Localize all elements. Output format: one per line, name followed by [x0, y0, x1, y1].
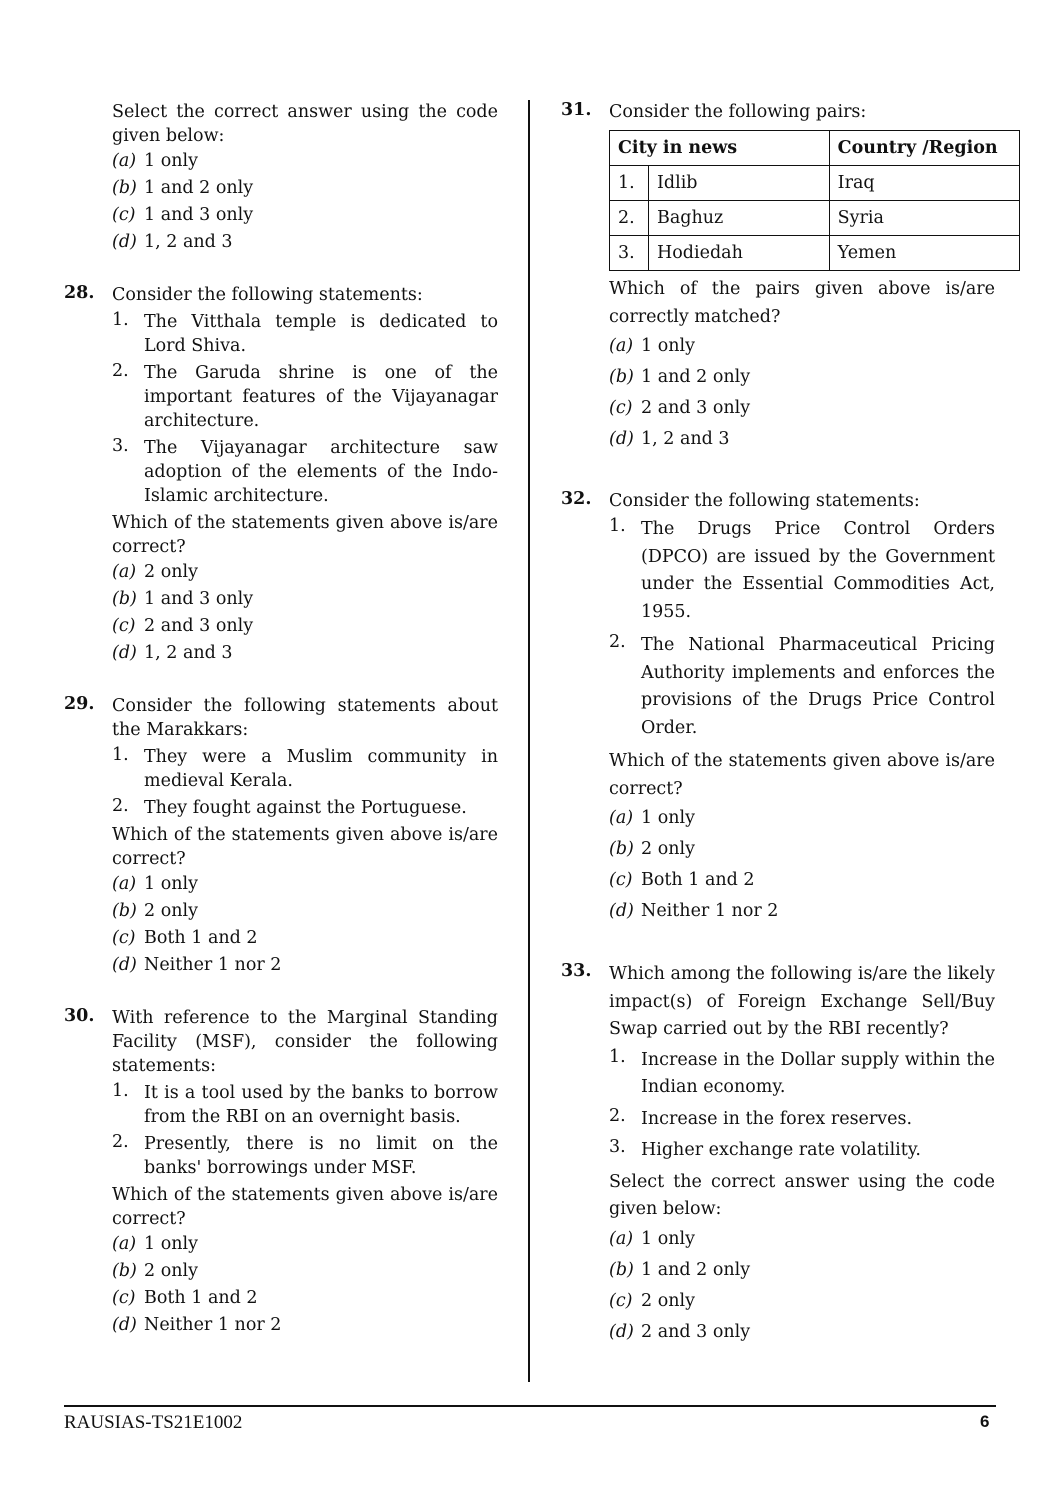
- question-number: 32.: [561, 489, 592, 509]
- question-number: 33.: [561, 961, 592, 981]
- option-c: (c) 2 and 3 only: [609, 398, 751, 418]
- option-d: (d) 1, 2 and 3: [112, 232, 233, 252]
- question-stem: Consider the following statements about the Marakkars:: [112, 696, 498, 740]
- question-ask: Which of the statements given above is/are correct?: [112, 825, 498, 869]
- statement-list: [609, 1047, 995, 1165]
- question-ask: Which of the pairs given above is/are correctly matched?: [609, 279, 995, 327]
- option-b: (b) 2 only: [112, 901, 198, 921]
- question-number: 31.: [561, 100, 592, 120]
- option-d: (d) Neither 1 nor 2: [112, 955, 282, 975]
- option-c: (c) 1 and 3 only: [112, 205, 254, 225]
- option-b: (b) 1 and 2 only: [112, 178, 254, 198]
- option-d: (d) 1, 2 and 3: [609, 429, 730, 449]
- option-d: (d) Neither 1 nor 2: [609, 901, 779, 921]
- option-list: [112, 559, 498, 667]
- option-b: (b) 1 and 3 only: [112, 589, 254, 609]
- instruction-text: Select the correct answer using the code given below:: [112, 102, 498, 146]
- question-stem: Consider the following statements:: [609, 491, 920, 511]
- table-header: Country /Region: [829, 131, 1019, 166]
- statement-list: [112, 745, 498, 820]
- table-header-row: [610, 131, 1020, 166]
- question-ask: Which of the statements given above is/are correct?: [112, 513, 498, 557]
- page-number: 6: [980, 1412, 990, 1431]
- option-d: (d) 2 and 3 only: [609, 1321, 751, 1342]
- question-stem: Which among the following is/are the likely impact(s) of Foreign Exchange Sell/Buy Swap carried out by the RBI recently?: [609, 964, 995, 1039]
- option-a: (a) 1 only: [112, 151, 198, 171]
- option-a: (a) 1 only: [609, 808, 695, 828]
- column-divider: [528, 100, 530, 1382]
- option-d: (d) 1, 2 and 3: [112, 643, 233, 663]
- option-d: (d) Neither 1 nor 2: [112, 1315, 282, 1335]
- option-list: [112, 871, 498, 979]
- option-a: (a) 1 only: [112, 1234, 198, 1254]
- question-30: [64, 1006, 498, 1339]
- question-ask: Which of the statements given above is/are correct?: [112, 1185, 498, 1229]
- statement-item: 2. The National Pharmaceutical Pricing Authority implements and enforces the provisions of the Drugs Price Control Order.: [609, 632, 995, 738]
- statement-list: [112, 310, 498, 508]
- statement-item: 1. It is a tool used by the banks to borrow from the RBI on an overnight basis.: [112, 1081, 498, 1127]
- question-28: [64, 283, 498, 667]
- option-a: (a) 1 only: [609, 1228, 695, 1249]
- option-b: (b) 2 only: [112, 1261, 198, 1281]
- statement-item: 2. Increase in the forex reserves.: [609, 1105, 913, 1129]
- option-c: (c) 2 and 3 only: [112, 616, 254, 636]
- pairs-table: [609, 130, 1020, 271]
- option-b: (b) 1 and 2 only: [609, 367, 751, 387]
- statement-item: 3. The Vijayanagar architecture saw adoption of the elements of the Indo-Islamic architecture.: [112, 436, 498, 506]
- question-ask: Select the correct answer using the code given below:: [609, 1171, 995, 1219]
- table-row: 1. Idlib Iraq: [610, 166, 1020, 201]
- document-code: RAUSIAS-TS21E1002: [64, 1412, 243, 1433]
- statement-item: 1. They were a Muslim community in medieval Kerala.: [112, 745, 498, 791]
- option-list: [609, 1224, 995, 1348]
- question-number: 30.: [64, 1006, 95, 1026]
- option-a: (a) 2 only: [112, 562, 198, 582]
- option-a: (a) 1 only: [112, 874, 198, 894]
- option-c: (c) 2 only: [609, 1290, 695, 1311]
- question-stem: Consider the following statements:: [112, 285, 423, 305]
- question-29: [64, 694, 498, 979]
- statement-item: 1. The Vitthala temple is dedicated to Lord Shiva.: [112, 310, 498, 356]
- option-list: [112, 148, 498, 256]
- option-a: (a) 1 only: [609, 336, 695, 356]
- statement-list: [609, 516, 995, 742]
- question-ask: Which of the statements given above is/are correct?: [609, 751, 995, 799]
- table-row: 2. Baghuz Syria: [610, 201, 1020, 236]
- statement-item: 1. Increase in the Dollar supply within the Indian economy.: [609, 1046, 995, 1097]
- question-number: 29.: [64, 694, 95, 714]
- question-stem: With reference to the Marginal Standing Facility (MSF), consider the following statements:: [112, 1008, 498, 1076]
- question-continuation: [64, 100, 498, 256]
- question-stem: Consider the following pairs:: [609, 102, 867, 122]
- question-32: [561, 489, 995, 927]
- statement-item: 2. They fought against the Portuguese.: [112, 796, 467, 818]
- option-b: (b) 1 and 2 only: [609, 1259, 751, 1280]
- statement-item: 1. The Drugs Price Control Orders (DPCO) are issued by the Government under the Essential Commodities Act, 1955.: [609, 516, 995, 622]
- question-number: 28.: [64, 283, 95, 303]
- right-column: [561, 100, 998, 1348]
- question-33: [561, 961, 995, 1348]
- statement-item: 3. Higher exchange rate volatility.: [609, 1137, 921, 1160]
- question-31: [561, 100, 998, 455]
- statement-item: 2. The Garuda shrine is one of the important features of the Vijayanagar architecture.: [112, 361, 498, 431]
- left-column: [64, 100, 498, 1339]
- table-row: 3. Hodiedah Yemen: [610, 236, 1020, 271]
- statement-item: 2. Presently, there is no limit on the banks' borrowings under MSF.: [112, 1132, 498, 1178]
- option-b: (b) 2 only: [609, 839, 695, 859]
- footer-rule: [64, 1405, 996, 1407]
- option-list: [609, 803, 995, 927]
- option-c: (c) Both 1 and 2: [112, 1288, 258, 1308]
- option-c: (c) Both 1 and 2: [112, 928, 258, 948]
- option-list: [112, 1231, 498, 1339]
- statement-list: [112, 1081, 498, 1180]
- table-header: City in news: [610, 131, 830, 166]
- option-list: [609, 331, 995, 455]
- option-c: (c) Both 1 and 2: [609, 870, 755, 890]
